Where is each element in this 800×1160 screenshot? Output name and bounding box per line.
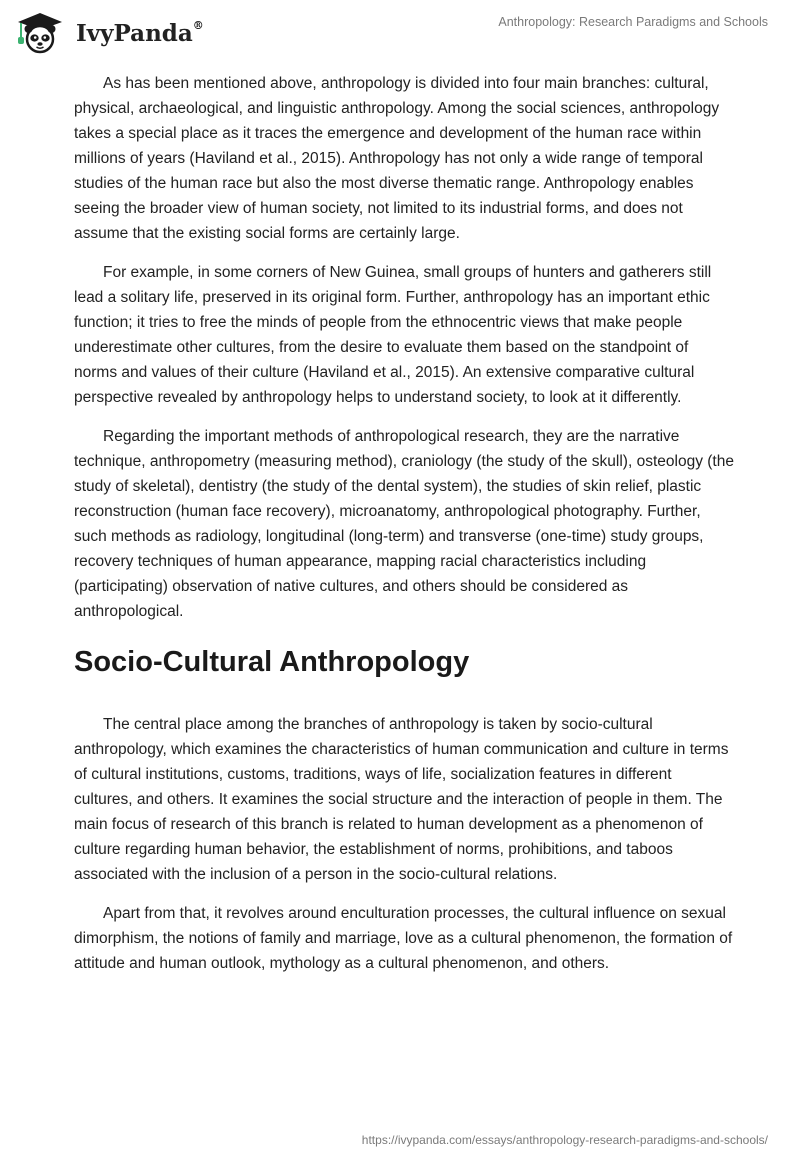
document-title: Anthropology: Research Paradigms and Schools [498,15,768,29]
paragraph: Apart from that, it revolves around enculturation processes, the cultural influence on sexual dimorphism, the notions of family and marriage, love as a cultural phenomenon, the formation of attitude and human outlook, mythology as a cultural phenomenon, and others. [74,905,733,972]
panda-logo-icon [14,8,64,54]
paragraph: Regarding the important methods of anthropological research, they are the narrative technique, anthropometry (measuring method), craniology (the study of the skull), osteology (the study of skeletal), dentistry (the study of the dental system), the studies of skin relief, plastic reconstruction (human face recovery), microanatomy, anthropological photography. Further, such methods as radiology, longitudinal (long-term) and transverse (one-time) study groups, recovery techniques of human appearance, mapping racial characteristics including (participating) observation of native cultures, and others should be considered as anthropological. [74,428,734,620]
brand-name: IvyPanda® [76,19,204,47]
paragraph: As has been mentioned above, anthropology is divided into four main branches: cultural, physical, archaeological, and linguistic anthropology. Among the social sciences, anthropology takes a special place as it traces the emergence and development of the human race within millions of years (Haviland et al., 2015). Anthropology has not only a wide range of temporal studies of the human race but also the most diverse thematic range. Anthropology enables seeing the broader view of human society, not limited to its industrial forms, and does not assume that the existing social forms are certainly large. [74,75,720,242]
paragraph: For example, in some corners of New Guinea, small groups of hunters and gatherers still lead a solitary life, preserved in its original form. Further, anthropology has an important ethic function; it tries to free the minds of people from the ethnocentric views that make people underestimate other cultures, from the desire to evaluate them based on the standpoint of norms and values of their culture (Haviland et al., 2015). An extensive comparative cultural perspective revealed by anthropology helps to understand society, to look at it differently. [74,264,712,406]
registered-mark: ® [192,19,204,33]
section-heading: Socio-Cultural Anthropology [74,646,470,678]
essay-body [74,71,734,990]
page-header [0,0,800,66]
ivypanda-logo-link[interactable] [14,8,204,54]
paragraph: The central place among the branches of anthropology is taken by socio-cultural anthropology, which examines the characteristics of human communication and culture in terms of cultural institutions, customs, traditions, ways of life, socialization features in different cultures, and others. It examines the social structure and the interaction of people in them. The main focus of research of this branch is related to human development as a phenomenon of culture regarding human behavior, the establishment of norms, prohibitions, and taboos associated with the inclusion of a person in the socio-cultural relations. [74,716,729,883]
source-url: https://ivypanda.com/essays/anthropology-research-paradigms-and-schools/ [361,1133,768,1147]
